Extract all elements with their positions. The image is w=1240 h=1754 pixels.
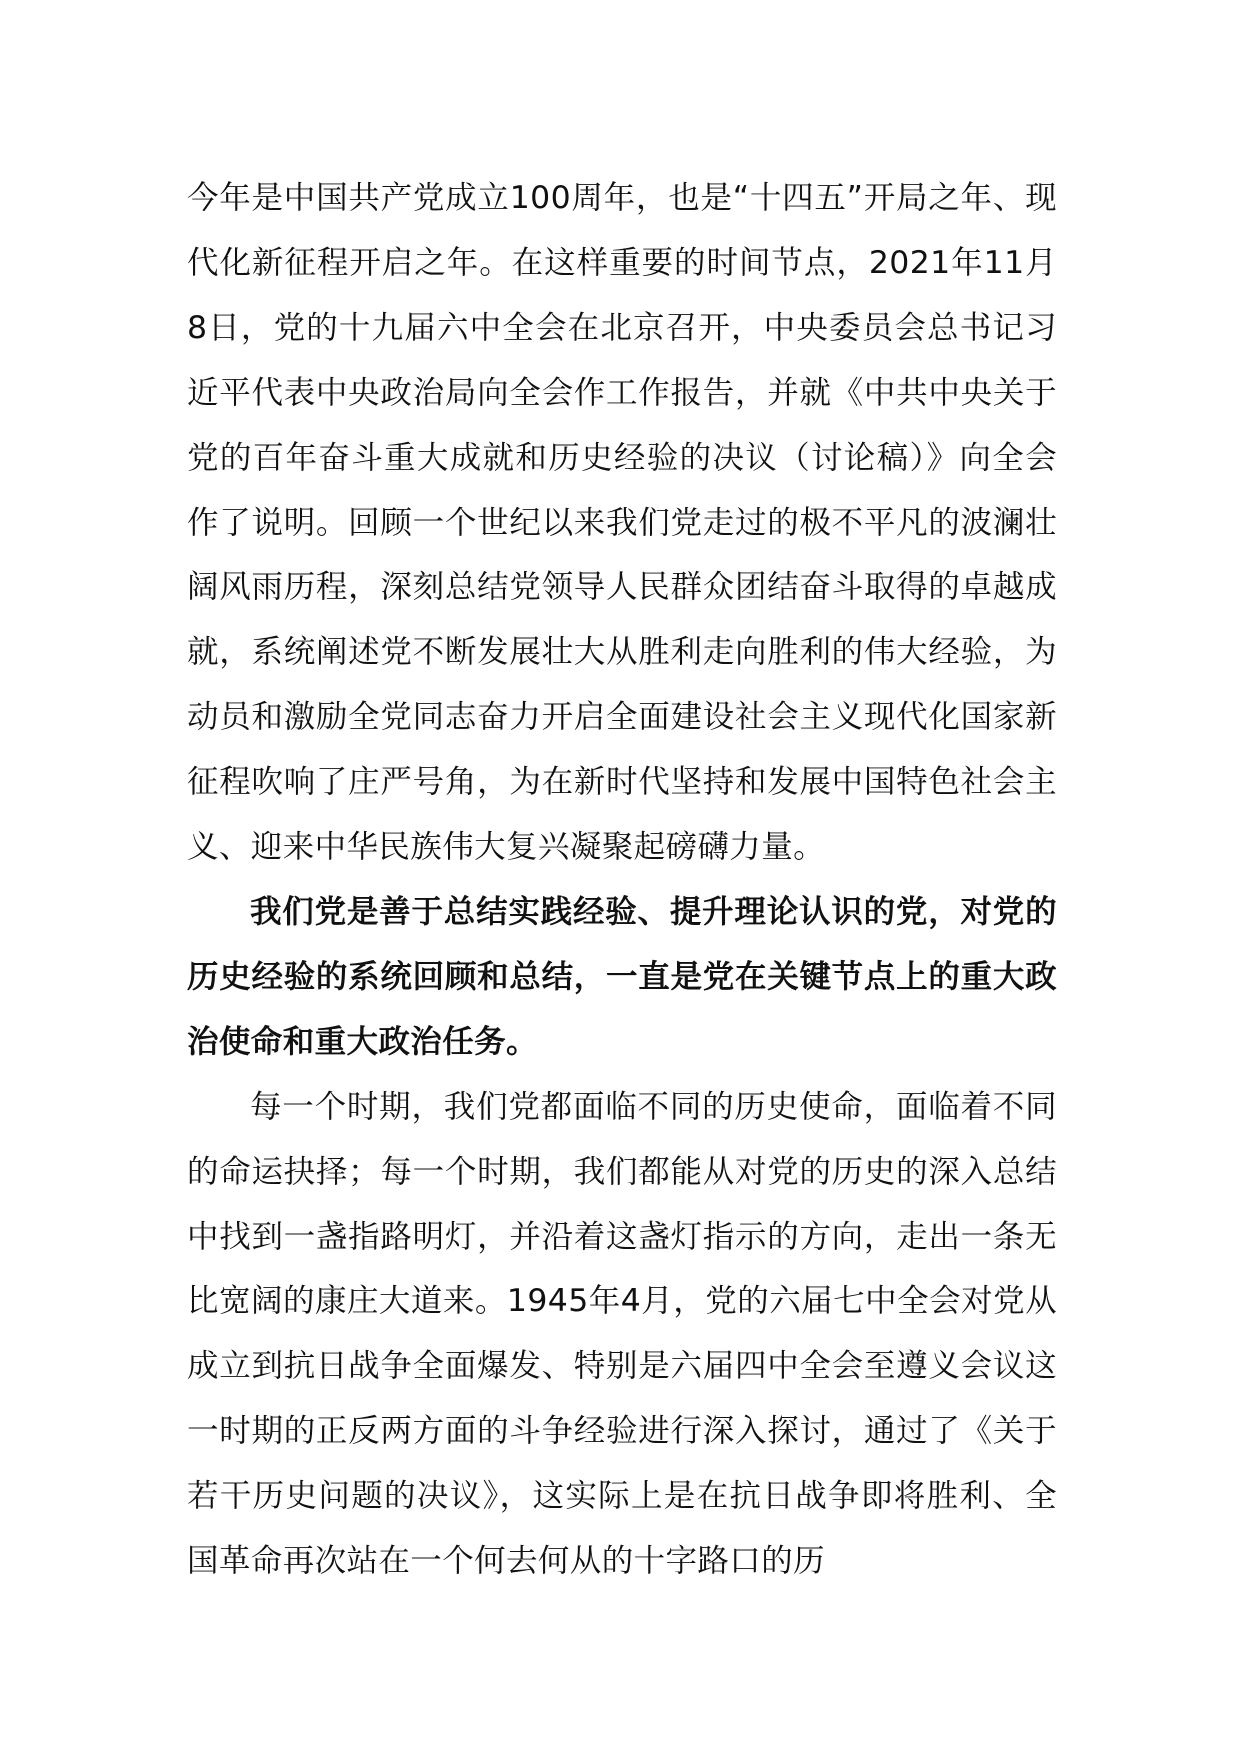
paragraph-history: 每一个时期，我们党都面临不同的历史使命，面临着不同的命运抉择；每一个时期，我们都能从对党的历史的深入总结中找到一盏指路明灯，并沿着这盏灯指示的方向，走出一条无比宽阔的康庄大道来。1945年4月，党的六届七中全会对党从成立到抗日战争全面爆发、特别是六届四中全会至遵义会议这一时期的正反两方面的斗争经验进行深入探讨，通过了《关于若干历史问题的决议》，这实际上是在抗日战争即将胜利、全国革命再次站在一个何去何从的十字路口的历 xyxy=(187,1088,1057,1580)
document-body xyxy=(187,166,1057,1594)
paragraph-intro: 今年是中国共产党成立100周年，也是“十四五”开局之年、现代化新征程开启之年。在这样重要的时间节点，2021年11月8日，党的十九届六中全会在北京召开，中央委员会总书记习近平代表中央政治局向全会作工作报告，并就《中共中央关于党的百年奋斗重大成就和历史经验的决议（讨论稿）》向全会作了说明。回顾一个世纪以来我们党走过的极不平凡的波澜壮阔风雨历程，深刻总结党领导人民群众团结奋斗取得的卓越成就，系统阐述党不断发展壮大从胜利走向胜利的伟大经验，为动员和激励全党同志奋力开启全面建设社会主义现代化国家新征程吹响了庄严号角，为在新时代坚持和发展中国特色社会主义、迎来中华民族伟大复兴凝聚起磅礴力量。 xyxy=(187,180,1057,866)
paragraph-bold-thesis: 我们党是善于总结实践经验、提升理论认识的党，对党的历史经验的系统回顾和总结，一直是党在关键节点上的重大政治使命和重大政治任务。 xyxy=(187,893,1057,1060)
